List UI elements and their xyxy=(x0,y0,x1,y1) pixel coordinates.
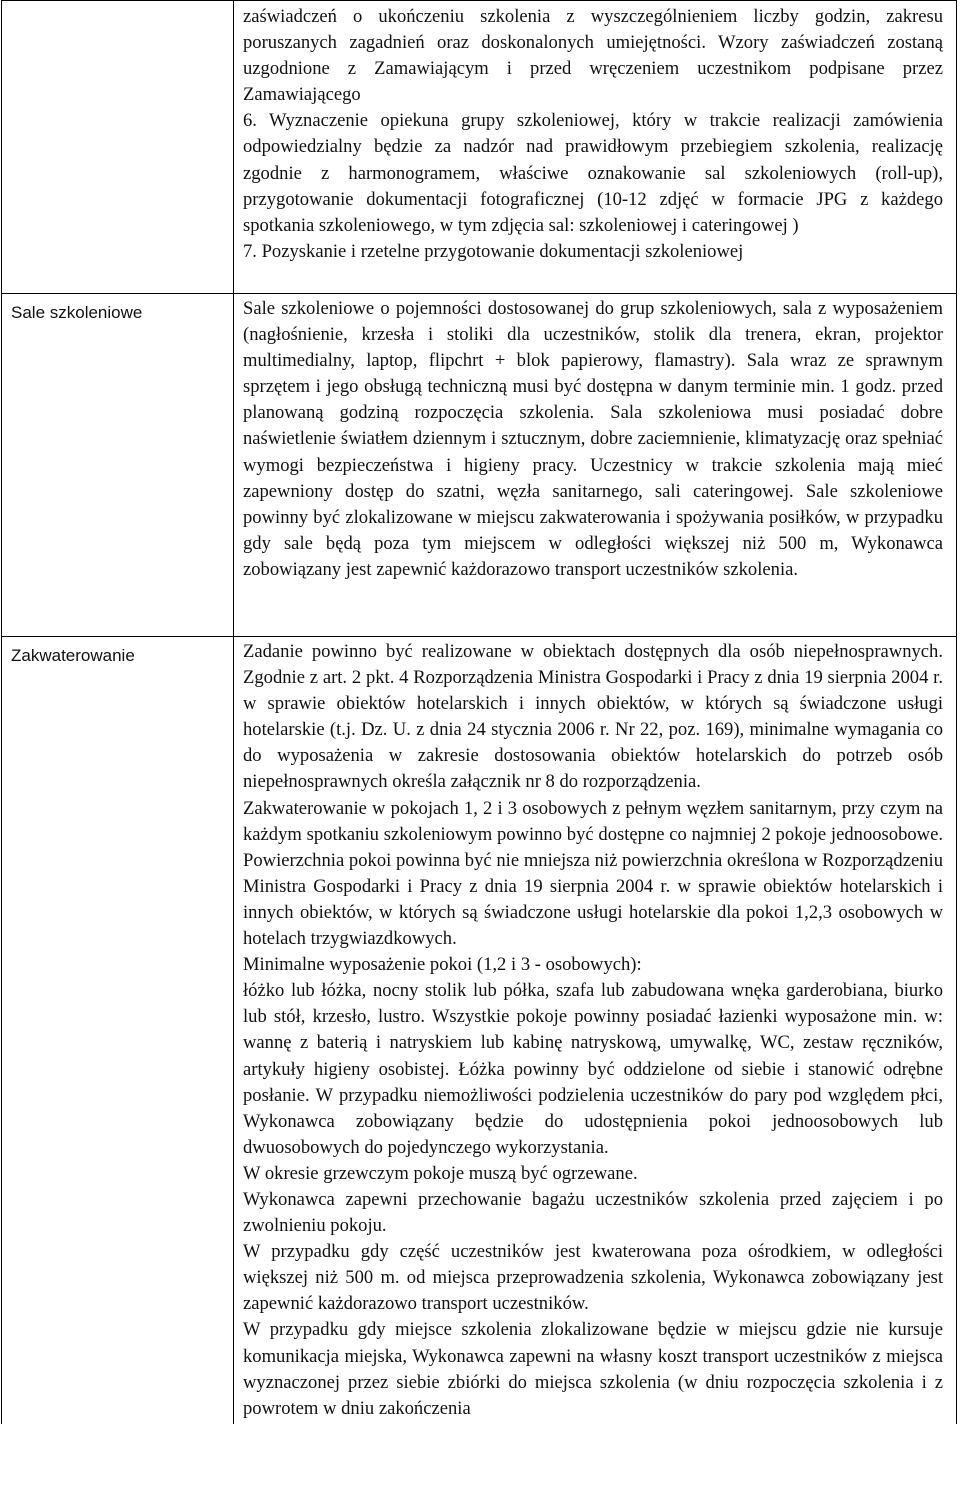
paragraph: W przypadku gdy część uczestników jest kwaterowana poza ośrodkiem, w odległości większej niż 500 m. od miejsca przeprowadzenia szkolenia, Wykonawca zobowiązany jest zapewnić każdorazowo transport uczestników. xyxy=(243,1241,943,1315)
paragraph: Minimalne wyposażenie pokoi (1,2 i 3 - osobowych): xyxy=(243,954,642,976)
paragraph: Wykonawca zapewni przechowanie bagażu uczestników szkolenia przed zajęciem i po zwolnieniu pokoju. xyxy=(243,1188,943,1237)
paragraph: 6. Wyznaczenie opiekuna grupy szkoleniowej, który w trakcie realizacji zamówienia odpowiedzialny będzie za nadzór nad prawidłowym przebiegiem szkolenia, realizację zgodnie z harmonogramem, właściwe oznakowanie sal szkoleniowych (roll-up), przygotowanie dokumentacji fotograficznej (10-12 zdjęć w formacie JPG z każdego spotkania szkoleniowego, w tym zdjęcia sal: szkoleniowej i cateringowej ) xyxy=(243,110,943,236)
paragraph: W okresie grzewczym pokoje muszą być ogrzewane. xyxy=(243,1162,638,1184)
row-label: Sale szkoleniowe xyxy=(11,303,143,322)
row-content-cell xyxy=(234,637,957,1424)
paragraph: łóżko lub łóżka, nocny stolik lub półka, szafa lub zabudowana wnęka garderobiana, biurko lub stół, krzesło, lustro. Wszystkie pokoje powinny posiadać łazienki wyposażone min. w: wannę z baterią i natryskiem lub kabinę natryskową, umywalkę, WC, zestaw ręczników, artykuły higieny osobistej. Łóżka powinny być oddzielone od siebie i stanowić odrębne posłanie. W przypadku niemożliwości podzielenia uczestników do pary pod względem płci, Wykonawca zobowiązany będzie do udostępnienia pokoi jednoosobowych lub dwuosobowych do pojedynczego wykorzystania. xyxy=(243,980,943,1158)
table-row xyxy=(2,294,957,637)
row-label-cell xyxy=(2,1,234,294)
row-label: Zakwaterowanie xyxy=(11,646,135,665)
paragraph: Sale szkoleniowe o pojemności dostosowanej do grup szkoleniowych, sala z wyposażeniem (nagłośnienie, krzesła i stoliki dla uczestników, stolik dla trenera, ekran, projektor multimedialny, laptop, flipchrt + blok papierowy, flamastry). Sala wraz ze sprawnym sprzętem i jego obsługą techniczną musi być dostępna w danym terminie min. 1 godz. przed planowaną godziną rozpoczęcia szkolenia. Sala szkoleniowa musi posiadać dobre naświetlenie światłem dziennym i sztucznym, dobre zaciemnienie, klimatyzację oraz spełniać wymogi bezpieczeństwa i higieny pracy. Uczestnicy w trakcie szkolenia mają mieć zapewniony dostęp do szatni, węzła sanitarnego, sali cateringowej. Sale szkoleniowe powinny być zlokalizowane w miejscu zakwaterowania i spożywania posiłków, w przypadku gdy sale będą poza tym miejscem w odległości większej niż 500 m, Wykonawca zobowiązany jest zapewnić każdorazowo transport uczestników szkolenia. xyxy=(243,298,943,580)
paragraph: zaświadczeń o ukończeniu szkolenia z wyszczególnieniem liczby godzin, zakresu poruszanych zagadnień oraz doskonalonych umiejętności. Wzory zaświadczeń zostaną uzgodnione z Zamawiającym i przed wręczeniem uczestnikom podpisane przez Zamawiającego xyxy=(243,6,943,106)
row-content-cell xyxy=(234,1,957,294)
paragraph: Zakwaterowanie w pokojach 1, 2 i 3 osobowych z pełnym węzłem sanitarnym, przy czym na każdym spotkaniu szkoleniowym powinno być dostępne co najmniej 2 pokoje jednoosobowe. Powierzchnia pokoi powinna być nie mniejsza niż powierzchnia określona w Rozporządzeniu Ministra Gospodarki i Pracy z dnia 19 sierpnia 2004 r. w sprawie obiektów hotelarskich i innych obiektów, w których są świadczone usługi hotelarskie dla pokoi 1,2,3 osobowych w hotelach trzygwiazdkowych. xyxy=(243,797,943,950)
requirements-table xyxy=(1,0,957,1424)
row-label-cell xyxy=(2,637,234,1424)
paragraph: Zadanie powinno być realizowane w obiektach dostępnych dla osób niepełnosprawnych. Zgodnie z art. 2 pkt. 4 Rozporządzenia Ministra Gospodarki i Pracy z dnia 19 sierpnia 2004 r. w sprawie obiektów hotelarskich i innych obiektów, w których są świadczone usługi hotelarskie (t.j. Dz. U. z dnia 24 stycznia 2006 r. Nr 22, poz. 169), minimalne wymagania co do wyposażenia w zakresie dostosowania obiektów hotelarskich do potrzeb osób niepełnosprawnych określa załącznik nr 8 do rozporządzenia. xyxy=(243,641,943,793)
paragraph: W przypadku gdy miejsce szkolenia zlokalizowane będzie w miejscu gdzie nie kursuje komunikacja miejska, Wykonawca zapewni na własny koszt transport uczestników z miejsca wyznaczonej przez siebie zbiórki do miejsca szkolenia (w dniu rozpoczęcia szkolenia i z powrotem w dniu zakończenia xyxy=(243,1319,943,1419)
row-label-cell xyxy=(2,294,234,637)
table-row xyxy=(2,637,957,1424)
row-content-cell xyxy=(234,294,957,637)
paragraph: 7. Pozyskanie i rzetelne przygotowanie dokumentacji szkoleniowej xyxy=(243,240,744,262)
table-row xyxy=(2,1,957,294)
